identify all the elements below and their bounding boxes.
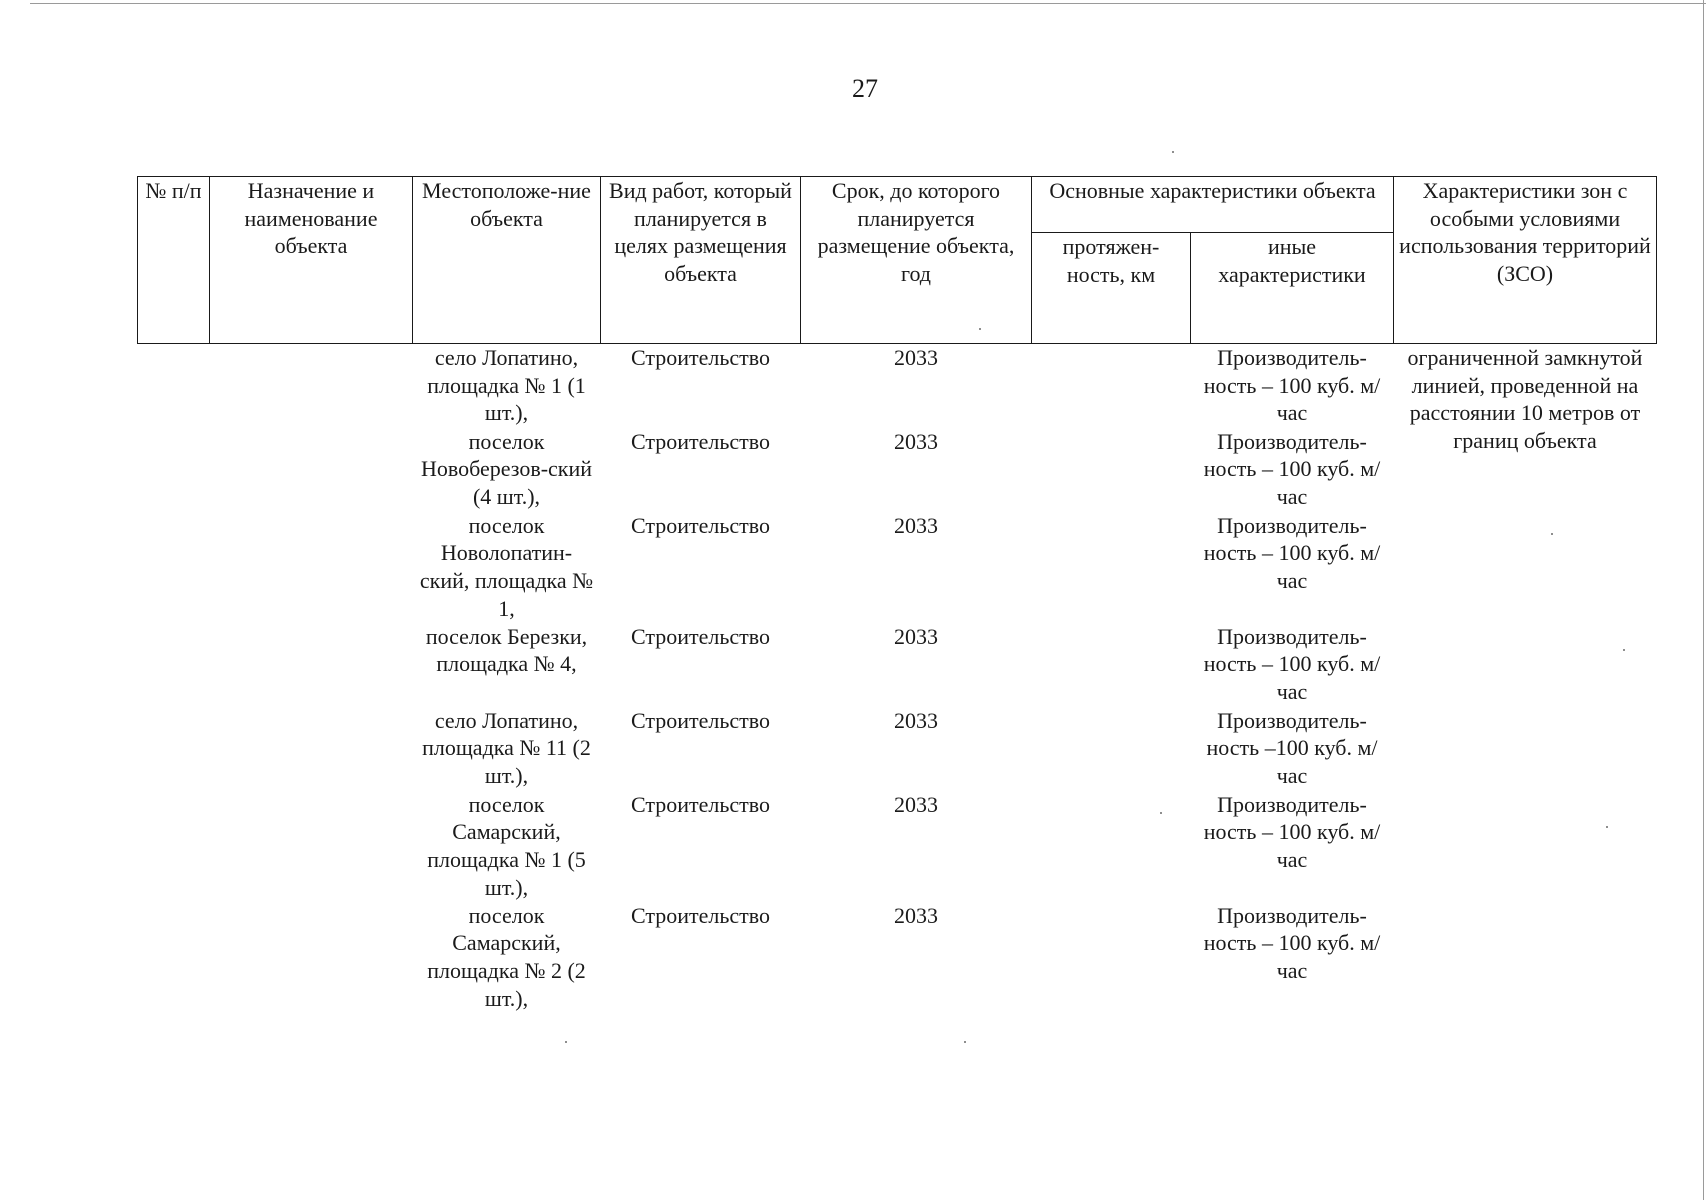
cell-other-characteristics: Производитель-ность – 100 куб. м/час	[1203, 791, 1381, 872]
header-length: протяжен-ность, км	[1032, 233, 1191, 344]
cell-deadline: 2033	[894, 428, 938, 454]
cell-other-characteristics: Производитель-ность –100 куб. м/час	[1206, 707, 1378, 788]
cell-work-type: Строительство	[630, 428, 771, 454]
cell-name	[210, 623, 413, 707]
cell-num	[138, 902, 210, 1013]
header-location: Местоположе-ние объекта	[413, 177, 601, 344]
cell-num	[138, 707, 210, 791]
cell-deadline: 2033	[894, 791, 938, 817]
header-name: Назначение и наименование объекта	[210, 177, 413, 344]
scan-speck	[964, 1041, 966, 1043]
cell-other-characteristics: Производитель-ность – 100 куб. м/час	[1203, 512, 1381, 593]
cell-num	[138, 344, 210, 428]
cell-num	[138, 428, 210, 512]
scan-edge-top	[30, 3, 1706, 4]
cell-work-type: Строительство	[630, 623, 771, 649]
cell-work-type: Строительство	[630, 791, 771, 817]
cell-location: поселок Новоберезов-ский (4 шт.),	[420, 428, 593, 509]
scan-edge-right	[1703, 0, 1704, 1200]
cell-name	[210, 512, 413, 623]
cell-location: село Лопатино, площадка № 1 (1 шт.),	[427, 345, 586, 426]
cell-name	[210, 344, 413, 428]
cell-zso: ограниченной замкнутой линией, проведенной на расстоянии 10 метров от границ объекта	[1407, 345, 1643, 454]
cell-location: поселок Самарский, площадка № 1 (5 шт.),	[427, 791, 586, 900]
cell-num	[138, 623, 210, 707]
cell-length	[1032, 428, 1191, 512]
cell-other-characteristics: Производитель-ность – 100 куб. м/час	[1203, 902, 1381, 983]
cell-location: поселок Самарский, площадка № 2 (2 шт.),	[427, 902, 586, 1011]
cell-location: поселок Березки, площадка № 4,	[425, 623, 588, 677]
cell-name	[210, 791, 413, 902]
cell-deadline: 2033	[894, 707, 938, 733]
header-other-characteristics: иные характеристики	[1191, 233, 1394, 344]
scan-speck	[1160, 812, 1162, 814]
cell-name	[210, 707, 413, 791]
scan-speck	[1606, 826, 1608, 828]
objects-table	[137, 176, 1657, 1013]
cell-work-type: Строительство	[630, 512, 771, 538]
header-deadline: Срок, до которого планируется размещение объекта, год	[801, 177, 1032, 344]
scan-speck	[979, 328, 981, 330]
cell-deadline: 2033	[894, 512, 938, 538]
cell-length	[1032, 791, 1191, 902]
cell-name	[210, 428, 413, 512]
cell-location: поселок Новолопатин-ский, площадка № 1,	[419, 512, 594, 621]
scan-speck	[1172, 151, 1174, 153]
cell-deadline: 2033	[894, 623, 938, 649]
cell-other-characteristics: Производитель-ность – 100 куб. м/час	[1203, 428, 1381, 509]
scan-speck	[1623, 649, 1625, 651]
header-main-characteristics: Основные характеристики объекта	[1032, 177, 1394, 233]
cell-deadline: 2033	[894, 345, 938, 370]
cell-num	[138, 791, 210, 902]
header-num: № п/п	[138, 177, 210, 344]
cell-other-characteristics: Производитель-ность – 100 куб. м/час	[1203, 345, 1381, 426]
header-row	[138, 177, 1657, 233]
cell-location: село Лопатино, площадка № 11 (2 шт.),	[422, 707, 591, 788]
cell-length	[1032, 344, 1191, 428]
page-number: 27	[852, 74, 878, 103]
cell-other-characteristics: Производитель-ность – 100 куб. м/час	[1203, 623, 1381, 704]
cell-length	[1032, 512, 1191, 623]
cell-deadline: 2033	[894, 902, 938, 928]
header-zso: Характеристики зон с особыми условиями использования территорий (ЗСО)	[1394, 177, 1657, 344]
cell-num	[138, 512, 210, 623]
cell-work-type: Строительство	[630, 902, 771, 928]
cell-length	[1032, 707, 1191, 791]
cell-work-type: Строительство	[630, 345, 771, 370]
scan-speck	[1551, 533, 1553, 535]
cell-length	[1032, 902, 1191, 1013]
scan-speck	[565, 1041, 567, 1043]
header-work-type: Вид работ, который планируется в целях размещения объекта	[601, 177, 801, 344]
table-row	[138, 344, 1657, 428]
cell-length	[1032, 623, 1191, 707]
cell-work-type: Строительство	[630, 707, 771, 733]
cell-name	[210, 902, 413, 1013]
